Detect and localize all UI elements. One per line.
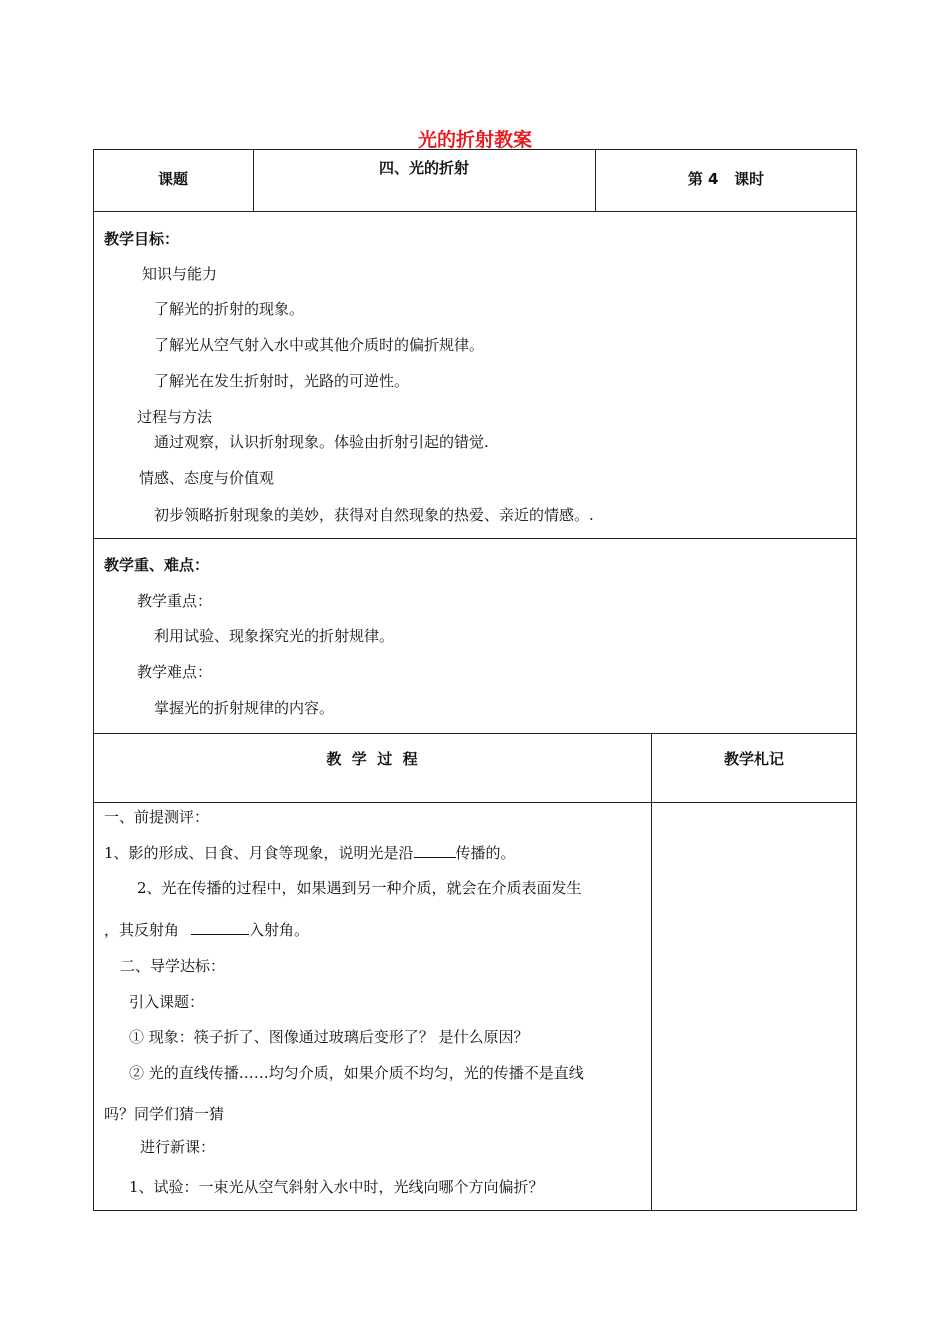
question-2-end: 入射角。 [249,921,310,939]
question-2: 2、光在传播的过程中，如果遇到另一种介质，就会在介质表面发生 [137,879,582,897]
difficult-text: 掌握光的折射规律的内容。 [154,699,335,717]
key-points-heading: 教学重、难点： [104,556,210,574]
process-table-divider [651,733,652,1211]
process-heading: 过程与方法 [137,408,213,426]
key-label: 教学重点： [137,592,213,610]
question-1 [104,843,516,863]
process-table-header-line [93,802,857,803]
attitude-text: 初步领略折射现象的美妙，获得对自然现象的热爱、亲近的情感。. [154,506,594,524]
key-text: 利用试验、现象探究光的折射规律。 [154,627,395,645]
lesson-title: 四、光的折射 [378,159,469,177]
process-text: 通过观察，认识折射现象。体验由折射引起的错觉. [154,433,489,451]
phenomenon-1: ① 现象：筷子折了、图像通过玻璃后变形了？ 是什么原因？ [129,1028,529,1046]
objectives-heading: 教学目标： [104,230,180,248]
intro-label: 引入课题： [129,993,205,1011]
new-lesson-label: 进行新课： [140,1138,216,1156]
section-guided: 二、导学达标： [120,957,226,975]
document-title: 光的折射教案 [417,129,532,151]
lesson-period: 第 4 课时 [687,170,765,188]
answer-blank-2 [191,920,249,935]
lesson-label: 课题 [157,170,188,188]
question-1-end: 传播的。 [455,844,516,862]
knowledge-item-1: 了解光的折射的现象。 [154,300,305,318]
phenomenon-2-cont: 吗？同学们猜一猜 [104,1105,225,1123]
notes-column-header: 教学札记 [723,750,784,768]
knowledge-item-3: 了解光在发生折射时，光路的可逆性。 [154,372,410,390]
question-2-text: ，其反射角 [104,921,180,939]
difficult-label: 教学难点： [137,663,213,681]
experiment-1: 1、试验：一束光从空气斜射入水中时，光线向哪个方向偏折？ [129,1178,544,1196]
process-column-header: 教 学 过 程 [326,750,418,768]
attitude-heading: 情感、态度与价值观 [139,469,275,487]
answer-blank-1 [414,843,456,858]
phenomenon-2: ② 光的直线传播……均匀介质，如果介质不均匀，光的传播不是直线 [129,1064,584,1082]
knowledge-heading: 知识与能力 [142,265,218,283]
question-2-cont [104,920,309,940]
section-pretest: 一、前提测评： [104,808,210,826]
question-1-text: 1、影的形成、日食、月食等现象，说明光是沿 [104,844,414,862]
knowledge-item-2: 了解光从空气射入水中或其他介质时的偏折规律。 [154,336,485,354]
